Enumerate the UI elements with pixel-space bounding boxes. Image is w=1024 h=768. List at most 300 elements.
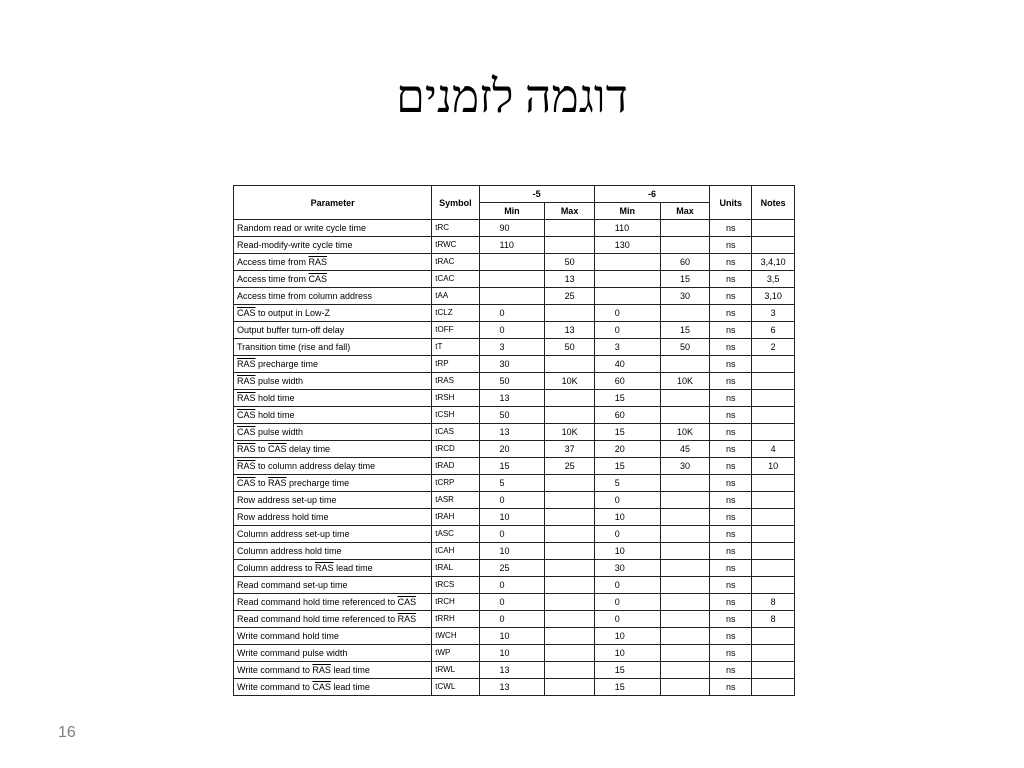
- cell-symbol: tRRH: [432, 611, 479, 628]
- cell-max-5: [545, 611, 594, 628]
- cell-max-5: [545, 679, 594, 696]
- cell-units: ns: [710, 373, 752, 390]
- cell-max-5: 10K: [545, 373, 594, 390]
- cell-units: ns: [710, 526, 752, 543]
- table-row: [234, 526, 795, 543]
- cell-notes: [752, 356, 795, 373]
- signal-name: $\overline{CAS}$: [237, 427, 256, 437]
- cell-min-6: 15: [594, 679, 660, 696]
- cell-parameter: [234, 560, 432, 577]
- cell-parameter: [234, 271, 432, 288]
- table-row: [234, 254, 795, 271]
- signal-name: $\overline{RAS}$: [308, 257, 328, 267]
- cell-max-6: [660, 594, 709, 611]
- cell-parameter: [234, 475, 432, 492]
- cell-max-6: 15: [660, 271, 709, 288]
- cell-max-5: [545, 560, 594, 577]
- cell-parameter: [234, 645, 432, 662]
- cell-units: ns: [710, 611, 752, 628]
- parameter-text: lead time: [330, 682, 370, 692]
- cell-max-5: [545, 662, 594, 679]
- cell-parameter: [234, 458, 432, 475]
- cell-parameter: [234, 305, 432, 322]
- cell-notes: [752, 237, 795, 254]
- cell-notes: [752, 373, 795, 390]
- table-row: [234, 305, 795, 322]
- cell-min-6: 0: [594, 305, 660, 322]
- cell-min-5: 10: [479, 628, 545, 645]
- cell-min-5: 50: [479, 407, 545, 424]
- cell-units: ns: [710, 594, 752, 611]
- cell-max-5: [545, 645, 594, 662]
- cell-symbol: tAA: [432, 288, 479, 305]
- table-row: [234, 322, 795, 339]
- cell-notes: [752, 577, 795, 594]
- cell-symbol: tCSH: [432, 407, 479, 424]
- timing-parameters-table: [233, 185, 795, 696]
- parameter-text: Write command pulse width: [237, 648, 348, 658]
- cell-notes: 4: [752, 441, 795, 458]
- cell-min-6: 30: [594, 560, 660, 577]
- cell-max-5: [545, 577, 594, 594]
- cell-max-5: [545, 594, 594, 611]
- signal-name: $\overline{CAS}$: [237, 478, 256, 488]
- parameter-text: precharge time: [286, 478, 350, 488]
- cell-units: ns: [710, 662, 752, 679]
- table-body: [234, 220, 795, 696]
- table-row: [234, 271, 795, 288]
- cell-symbol: tASR: [432, 492, 479, 509]
- parameter-text: Access time from: [237, 257, 309, 267]
- cell-max-5: 50: [545, 254, 594, 271]
- cell-symbol: tRAC: [432, 254, 479, 271]
- table-row: [234, 577, 795, 594]
- cell-symbol: tRSH: [432, 390, 479, 407]
- cell-max-6: 10K: [660, 424, 709, 441]
- cell-symbol: tRAH: [432, 509, 479, 526]
- cell-max-5: [545, 628, 594, 645]
- cell-min-5: 25: [479, 560, 545, 577]
- cell-max-6: [660, 390, 709, 407]
- parameter-text: hold time: [255, 410, 295, 420]
- table-row: [234, 458, 795, 475]
- cell-min-5: 15: [479, 458, 545, 475]
- signal-name: $\overline{CAS}$: [268, 444, 287, 454]
- cell-max-6: [660, 237, 709, 254]
- cell-max-5: [545, 305, 594, 322]
- cell-units: ns: [710, 645, 752, 662]
- cell-symbol: tRCD: [432, 441, 479, 458]
- cell-symbol: tWCH: [432, 628, 479, 645]
- cell-min-5: 20: [479, 441, 545, 458]
- cell-max-5: 37: [545, 441, 594, 458]
- cell-max-6: [660, 356, 709, 373]
- parameter-text: Write command to: [237, 665, 313, 675]
- cell-parameter: [234, 577, 432, 594]
- signal-name: $\overline{CAS}$: [308, 274, 328, 284]
- cell-max-6: [660, 679, 709, 696]
- signal-name: $\overline{RAS}$: [237, 393, 256, 403]
- signal-name: $\overline{RAS}$: [237, 359, 256, 369]
- cell-min-6: 10: [594, 628, 660, 645]
- table-row: [234, 475, 795, 492]
- cell-notes: [752, 475, 795, 492]
- parameter-text: Output buffer turn-off delay: [237, 325, 345, 335]
- cell-units: ns: [710, 543, 752, 560]
- table-row: [234, 356, 795, 373]
- parameter-text: pulse width: [255, 376, 304, 386]
- cell-parameter: [234, 526, 432, 543]
- header-min-5: Min: [479, 203, 545, 220]
- parameter-text: Random read or write cycle time: [237, 223, 367, 233]
- cell-units: ns: [710, 492, 752, 509]
- cell-symbol: tRCH: [432, 594, 479, 611]
- cell-parameter: [234, 390, 432, 407]
- cell-max-6: [660, 662, 709, 679]
- cell-min-5: 13: [479, 390, 545, 407]
- cell-min-6: 20: [594, 441, 660, 458]
- cell-units: ns: [710, 475, 752, 492]
- cell-notes: [752, 390, 795, 407]
- cell-min-5: 0: [479, 322, 545, 339]
- table-row: [234, 288, 795, 305]
- parameter-text: Access time from: [237, 274, 309, 284]
- cell-notes: 6: [752, 322, 795, 339]
- cell-symbol: tRAD: [432, 458, 479, 475]
- cell-parameter: [234, 543, 432, 560]
- parameter-text: lead time: [333, 563, 373, 573]
- cell-min-5: 0: [479, 577, 545, 594]
- cell-parameter: [234, 424, 432, 441]
- parameter-text: Read command hold time referenced to: [237, 614, 398, 624]
- cell-max-5: [545, 475, 594, 492]
- cell-symbol: tRC: [432, 220, 479, 237]
- cell-min-5: 0: [479, 526, 545, 543]
- cell-min-5: 13: [479, 679, 545, 696]
- cell-units: ns: [710, 305, 752, 322]
- cell-max-5: 13: [545, 271, 594, 288]
- cell-min-6: 60: [594, 373, 660, 390]
- cell-max-5: [545, 492, 594, 509]
- parameter-text: Column address to: [237, 563, 316, 573]
- signal-name: $\overline{CAS}$: [397, 597, 417, 607]
- cell-min-5: 50: [479, 373, 545, 390]
- header-notes: Notes: [752, 186, 795, 220]
- cell-min-5: 0: [479, 594, 545, 611]
- cell-parameter: [234, 356, 432, 373]
- cell-min-6: 0: [594, 611, 660, 628]
- cell-min-6: 40: [594, 356, 660, 373]
- table-row: [234, 560, 795, 577]
- cell-min-5: 3: [479, 339, 545, 356]
- cell-min-5: 0: [479, 492, 545, 509]
- cell-notes: [752, 543, 795, 560]
- cell-symbol: tCWL: [432, 679, 479, 696]
- cell-min-6: 10: [594, 543, 660, 560]
- header-group-6: -6: [594, 186, 709, 203]
- cell-notes: [752, 509, 795, 526]
- cell-symbol: tRCS: [432, 577, 479, 594]
- cell-min-6: 60: [594, 407, 660, 424]
- cell-max-5: [545, 390, 594, 407]
- cell-units: ns: [710, 288, 752, 305]
- cell-notes: [752, 645, 795, 662]
- cell-units: ns: [710, 458, 752, 475]
- header-group-5: -5: [479, 186, 594, 203]
- cell-max-6: [660, 543, 709, 560]
- cell-symbol: tCLZ: [432, 305, 479, 322]
- table-row: [234, 237, 795, 254]
- table-row: [234, 407, 795, 424]
- cell-units: ns: [710, 628, 752, 645]
- cell-units: ns: [710, 237, 752, 254]
- cell-max-6: [660, 509, 709, 526]
- cell-symbol: tRAS: [432, 373, 479, 390]
- cell-notes: 3,5: [752, 271, 795, 288]
- cell-min-6: 15: [594, 424, 660, 441]
- cell-max-6: [660, 526, 709, 543]
- cell-units: ns: [710, 356, 752, 373]
- cell-max-5: 25: [545, 288, 594, 305]
- cell-max-6: [660, 220, 709, 237]
- table-row: [234, 543, 795, 560]
- cell-units: ns: [710, 271, 752, 288]
- cell-parameter: [234, 441, 432, 458]
- signal-name: $\overline{CAS}$: [237, 410, 256, 420]
- header-symbol: Symbol: [432, 186, 479, 220]
- cell-min-5: 110: [479, 237, 545, 254]
- cell-notes: [752, 424, 795, 441]
- cell-min-6: 0: [594, 594, 660, 611]
- cell-notes: [752, 560, 795, 577]
- signal-name: $\overline{RAS}$: [237, 461, 256, 471]
- cell-parameter: [234, 339, 432, 356]
- parameter-text: lead time: [330, 665, 370, 675]
- cell-max-5: [545, 407, 594, 424]
- cell-parameter: [234, 373, 432, 390]
- cell-min-6: 0: [594, 526, 660, 543]
- cell-units: ns: [710, 424, 752, 441]
- parameter-text: Column address hold time: [237, 546, 342, 556]
- cell-min-5: [479, 254, 545, 271]
- cell-min-5: 10: [479, 645, 545, 662]
- cell-max-5: 13: [545, 322, 594, 339]
- cell-notes: 2: [752, 339, 795, 356]
- cell-units: ns: [710, 560, 752, 577]
- cell-min-6: 15: [594, 458, 660, 475]
- cell-parameter: [234, 254, 432, 271]
- header-parameter: Parameter: [234, 186, 432, 220]
- table-row: [234, 492, 795, 509]
- table-row: [234, 373, 795, 390]
- cell-min-5: 0: [479, 305, 545, 322]
- table-row: [234, 509, 795, 526]
- cell-notes: 3: [752, 305, 795, 322]
- signal-name: $\overline{CAS}$: [312, 682, 331, 692]
- cell-parameter: [234, 509, 432, 526]
- cell-min-5: 5: [479, 475, 545, 492]
- cell-max-6: 15: [660, 322, 709, 339]
- cell-notes: [752, 628, 795, 645]
- parameter-text: to output in Low-Z: [255, 308, 331, 318]
- cell-notes: 3,10: [752, 288, 795, 305]
- cell-symbol: tT: [432, 339, 479, 356]
- cell-units: ns: [710, 254, 752, 271]
- cell-max-5: [545, 526, 594, 543]
- parameter-text: hold time: [255, 393, 295, 403]
- table-row: [234, 645, 795, 662]
- cell-min-5: 30: [479, 356, 545, 373]
- cell-symbol: tRAL: [432, 560, 479, 577]
- cell-symbol: tCAH: [432, 543, 479, 560]
- cell-notes: [752, 220, 795, 237]
- header-min-6: Min: [594, 203, 660, 220]
- cell-min-6: 0: [594, 492, 660, 509]
- cell-units: ns: [710, 509, 752, 526]
- parameter-text: Write command hold time: [237, 631, 339, 641]
- cell-min-6: 130: [594, 237, 660, 254]
- cell-units: ns: [710, 577, 752, 594]
- cell-notes: 10: [752, 458, 795, 475]
- table-row: [234, 424, 795, 441]
- cell-max-6: [660, 475, 709, 492]
- parameter-text: precharge time: [255, 359, 319, 369]
- cell-notes: 8: [752, 594, 795, 611]
- table-row: [234, 441, 795, 458]
- cell-units: ns: [710, 220, 752, 237]
- parameter-text: to: [255, 478, 269, 488]
- cell-symbol: tCAS: [432, 424, 479, 441]
- cell-notes: 8: [752, 611, 795, 628]
- cell-symbol: tRP: [432, 356, 479, 373]
- cell-min-6: [594, 271, 660, 288]
- parameter-text: Read command set-up time: [237, 580, 348, 590]
- cell-min-6: 15: [594, 390, 660, 407]
- cell-symbol: tOFF: [432, 322, 479, 339]
- cell-notes: [752, 526, 795, 543]
- cell-symbol: tWP: [432, 645, 479, 662]
- cell-max-6: [660, 577, 709, 594]
- parameter-text: Write command to: [237, 682, 313, 692]
- parameter-text: Column address set-up time: [237, 529, 350, 539]
- table-row: [234, 628, 795, 645]
- cell-min-6: 15: [594, 662, 660, 679]
- cell-max-6: 60: [660, 254, 709, 271]
- cell-min-5: 13: [479, 424, 545, 441]
- cell-min-5: [479, 271, 545, 288]
- cell-symbol: tCRP: [432, 475, 479, 492]
- cell-parameter: [234, 628, 432, 645]
- page-number: 16: [58, 724, 76, 741]
- table-row: [234, 220, 795, 237]
- cell-min-6: [594, 288, 660, 305]
- cell-max-6: [660, 611, 709, 628]
- table-row: [234, 679, 795, 696]
- signal-name: $\overline{RAS}$: [397, 614, 417, 624]
- cell-parameter: [234, 407, 432, 424]
- cell-min-5: 13: [479, 662, 545, 679]
- cell-units: ns: [710, 679, 752, 696]
- table-row: [234, 390, 795, 407]
- cell-notes: [752, 662, 795, 679]
- cell-notes: [752, 679, 795, 696]
- cell-min-6: [594, 254, 660, 271]
- cell-max-6: [660, 560, 709, 577]
- cell-parameter: [234, 611, 432, 628]
- parameter-text: Read command hold time referenced to: [237, 597, 398, 607]
- table-row: [234, 662, 795, 679]
- cell-min-6: 3: [594, 339, 660, 356]
- cell-max-5: [545, 509, 594, 526]
- cell-units: ns: [710, 407, 752, 424]
- cell-parameter: [234, 662, 432, 679]
- cell-max-6: 50: [660, 339, 709, 356]
- cell-notes: [752, 492, 795, 509]
- cell-max-6: [660, 492, 709, 509]
- cell-parameter: [234, 492, 432, 509]
- cell-parameter: [234, 594, 432, 611]
- cell-parameter: [234, 679, 432, 696]
- cell-symbol: tRWL: [432, 662, 479, 679]
- table-row: [234, 339, 795, 356]
- cell-max-5: [545, 237, 594, 254]
- parameter-text: delay time: [286, 444, 331, 454]
- cell-symbol: tASC: [432, 526, 479, 543]
- cell-parameter: [234, 322, 432, 339]
- cell-min-5: [479, 288, 545, 305]
- parameter-text: Transition time (rise and fall): [237, 342, 351, 352]
- cell-min-6: 0: [594, 577, 660, 594]
- header-units: Units: [710, 186, 752, 220]
- cell-parameter: [234, 288, 432, 305]
- table-row: [234, 611, 795, 628]
- cell-max-5: 50: [545, 339, 594, 356]
- header-max-6: Max: [660, 203, 709, 220]
- cell-min-6: 110: [594, 220, 660, 237]
- cell-max-6: 30: [660, 458, 709, 475]
- cell-min-6: 10: [594, 509, 660, 526]
- cell-max-5: [545, 220, 594, 237]
- parameter-text: Row address hold time: [237, 512, 329, 522]
- parameter-text: Row address set-up time: [237, 495, 337, 505]
- cell-parameter: [234, 237, 432, 254]
- signal-name: $\overline{RAS}$: [315, 563, 334, 573]
- cell-notes: [752, 407, 795, 424]
- slide-title: דוגמה לזמנים: [396, 71, 628, 122]
- cell-units: ns: [710, 339, 752, 356]
- cell-units: ns: [710, 441, 752, 458]
- cell-units: ns: [710, 322, 752, 339]
- cell-max-6: [660, 628, 709, 645]
- cell-units: ns: [710, 390, 752, 407]
- signal-name: $\overline{RAS}$: [268, 478, 287, 488]
- cell-max-5: [545, 543, 594, 560]
- cell-symbol: tRWC: [432, 237, 479, 254]
- signal-name: $\overline{RAS}$: [237, 376, 256, 386]
- parameter-text: Access time from column address: [237, 291, 373, 301]
- cell-min-5: 0: [479, 611, 545, 628]
- cell-max-5: [545, 356, 594, 373]
- signal-name: $\overline{RAS}$: [312, 665, 331, 675]
- cell-notes: 3,4,10: [752, 254, 795, 271]
- cell-min-5: 10: [479, 543, 545, 560]
- table-row: [234, 594, 795, 611]
- cell-max-6: [660, 305, 709, 322]
- cell-min-5: 10: [479, 509, 545, 526]
- signal-name: $\overline{CAS}$: [237, 308, 256, 318]
- cell-min-6: 5: [594, 475, 660, 492]
- cell-min-5: 90: [479, 220, 545, 237]
